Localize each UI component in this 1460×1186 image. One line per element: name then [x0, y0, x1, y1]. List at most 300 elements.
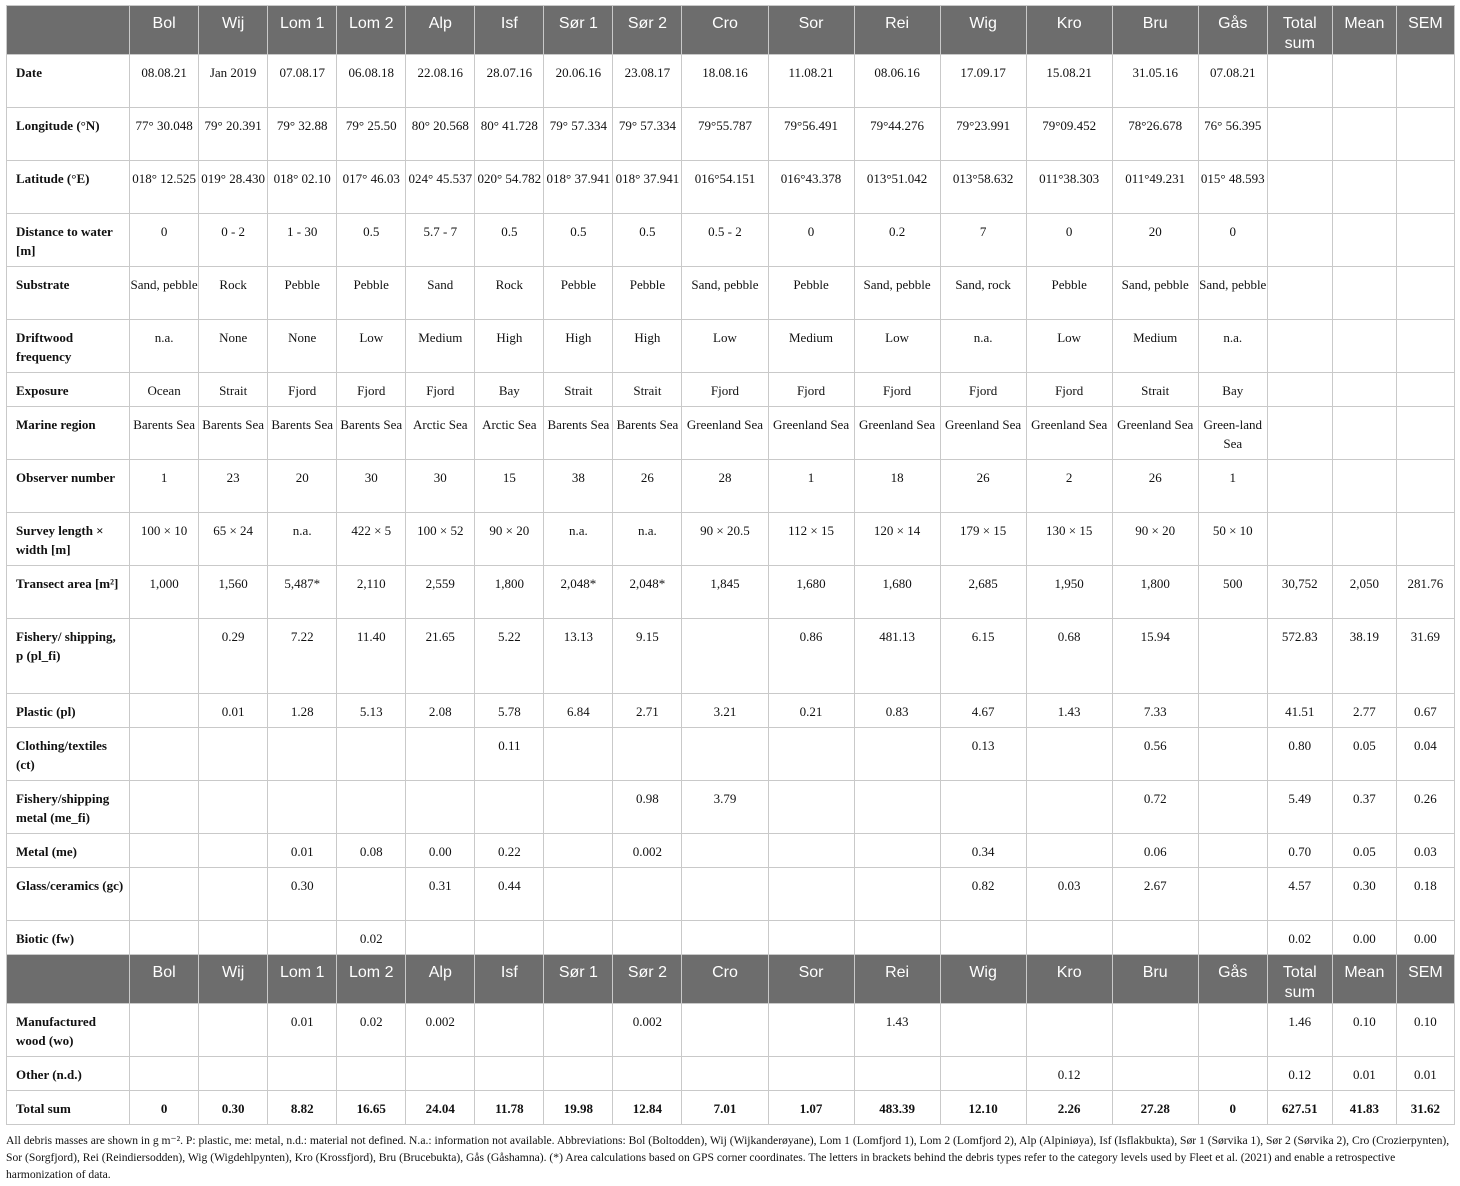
row-label: Marine region	[7, 407, 130, 460]
table-cell: 0.86	[768, 619, 854, 694]
header-corner-cell	[7, 955, 130, 1004]
table-cell: Strait	[199, 373, 268, 407]
table-row	[7, 108, 1455, 161]
table-cell	[1332, 161, 1396, 214]
table-cell	[1332, 407, 1396, 460]
table-cell	[1198, 1004, 1267, 1057]
table-cell	[682, 1004, 768, 1057]
table-cell: 013°51.042	[854, 161, 940, 214]
table-cell: Sand, pebble	[1112, 267, 1198, 320]
column-header: Sor	[768, 955, 854, 1004]
table-cell: Pebble	[268, 267, 337, 320]
table-cell	[1396, 373, 1454, 407]
table-cell: 26	[1112, 460, 1198, 513]
table-cell	[130, 1004, 199, 1057]
table-cell: 15.94	[1112, 619, 1198, 694]
table-cell: 0.05	[1332, 834, 1396, 868]
table-cell: Greenland Sea	[682, 407, 768, 460]
table-cell: 0.70	[1267, 834, 1332, 868]
table-cell	[1026, 1004, 1112, 1057]
table-cell	[1267, 267, 1332, 320]
table-cell: 1.28	[268, 694, 337, 728]
table-cell: 3.21	[682, 694, 768, 728]
table-cell: 5.78	[475, 694, 544, 728]
table-cell: 19.98	[544, 1091, 613, 1125]
column-header: Sor	[768, 6, 854, 55]
table-cell	[854, 781, 940, 834]
table-cell: 0	[1198, 214, 1267, 267]
table-cell: 2,050	[1332, 566, 1396, 619]
table-cell: 0.01	[268, 1004, 337, 1057]
table-cell: 1 - 30	[268, 214, 337, 267]
table-cell: 26	[940, 460, 1026, 513]
table-body	[7, 6, 1455, 1125]
table-cell: Barents Sea	[613, 407, 682, 460]
table-cell: 11.40	[337, 619, 406, 694]
table-cell	[1396, 161, 1454, 214]
table-cell: 2,048*	[544, 566, 613, 619]
table-cell	[1198, 868, 1267, 921]
table-cell: 0.01	[1396, 1057, 1454, 1091]
table-cell	[268, 728, 337, 781]
table-cell: 2,048*	[613, 566, 682, 619]
table-cell	[544, 781, 613, 834]
table-cell: 0.05	[1332, 728, 1396, 781]
table-cell	[1396, 513, 1454, 566]
row-label: Clothing/textiles (ct)	[7, 728, 130, 781]
table-cell	[1396, 407, 1454, 460]
row-label: Glass/ceramics (gc)	[7, 868, 130, 921]
table-cell: 28	[682, 460, 768, 513]
row-label: Plastic (pl)	[7, 694, 130, 728]
table-cell: 018° 12.525	[130, 161, 199, 214]
table-cell	[1396, 460, 1454, 513]
table-cell: 281.76	[1396, 566, 1454, 619]
column-header: Gås	[1198, 955, 1267, 1004]
table-cell	[768, 1057, 854, 1091]
table-row	[7, 694, 1455, 728]
table-cell: 79°55.787	[682, 108, 768, 161]
column-header: SEM	[1396, 6, 1454, 55]
column-header: Wij	[199, 955, 268, 1004]
table-cell: 0	[130, 214, 199, 267]
table-cell: n.a.	[1198, 320, 1267, 373]
table-cell: 2.08	[406, 694, 475, 728]
table-cell: Low	[854, 320, 940, 373]
table-cell: 0	[768, 214, 854, 267]
table-row	[7, 728, 1455, 781]
table-cell: 0.12	[1026, 1057, 1112, 1091]
table-cell: Bay	[1198, 373, 1267, 407]
table-cell: Pebble	[1026, 267, 1112, 320]
table-cell: Green-land Sea	[1198, 407, 1267, 460]
table-cell: Fjord	[682, 373, 768, 407]
table-cell: Fjord	[854, 373, 940, 407]
table-cell	[475, 1057, 544, 1091]
table-cell: Greenland Sea	[854, 407, 940, 460]
table-cell	[130, 868, 199, 921]
table-cell: 0.10	[1332, 1004, 1396, 1057]
table-cell	[130, 619, 199, 694]
table-row	[7, 214, 1455, 267]
table-cell	[130, 921, 199, 955]
table-cell: 1.43	[854, 1004, 940, 1057]
table-row	[7, 407, 1455, 460]
table-cell: Pebble	[768, 267, 854, 320]
table-cell: High	[544, 320, 613, 373]
table-cell: 0 - 2	[199, 214, 268, 267]
table-cell: 0.30	[1332, 868, 1396, 921]
table-cell: 7.01	[682, 1091, 768, 1125]
table-cell	[768, 868, 854, 921]
column-header: Lom 2	[337, 6, 406, 55]
table-cell: 481.13	[854, 619, 940, 694]
table-cell: 26	[613, 460, 682, 513]
table-cell: n.a.	[130, 320, 199, 373]
column-header: Mean	[1332, 6, 1396, 55]
table-cell	[768, 781, 854, 834]
table-cell	[940, 781, 1026, 834]
table-cell: 20	[1112, 214, 1198, 267]
table-cell: 11.08.21	[768, 55, 854, 108]
table-cell: 0.68	[1026, 619, 1112, 694]
table-cell	[1332, 513, 1396, 566]
table-cell	[613, 868, 682, 921]
table-cell: Low	[682, 320, 768, 373]
table-cell: 1,845	[682, 566, 768, 619]
row-label: Metal (me)	[7, 834, 130, 868]
table-cell: 4.67	[940, 694, 1026, 728]
table-cell	[544, 1004, 613, 1057]
header-row	[7, 6, 1455, 55]
table-cell	[1112, 1004, 1198, 1057]
table-cell: 0	[1198, 1091, 1267, 1125]
table-row	[7, 161, 1455, 214]
table-cell: 7	[940, 214, 1026, 267]
table-cell: 38.19	[1332, 619, 1396, 694]
table-cell: Low	[337, 320, 406, 373]
column-header: Lom 1	[268, 6, 337, 55]
table-cell: 120 × 14	[854, 513, 940, 566]
table-row	[7, 1057, 1455, 1091]
table-cell: 16.65	[337, 1091, 406, 1125]
table-cell: 0.01	[1332, 1057, 1396, 1091]
table-cell: Rock	[475, 267, 544, 320]
table-cell: 2.26	[1026, 1091, 1112, 1125]
table-cell: 07.08.17	[268, 55, 337, 108]
table-cell: 0.67	[1396, 694, 1454, 728]
table-cell: 0.44	[475, 868, 544, 921]
table-cell	[1332, 373, 1396, 407]
table-cell: Fjord	[1026, 373, 1112, 407]
table-cell	[199, 728, 268, 781]
table-cell: Pebble	[337, 267, 406, 320]
row-label: Transect area [m²]	[7, 566, 130, 619]
table-cell: 1.07	[768, 1091, 854, 1125]
row-label: Biotic (fw)	[7, 921, 130, 955]
table-cell	[768, 1004, 854, 1057]
table-cell: 0.002	[613, 1004, 682, 1057]
column-header: Mean	[1332, 955, 1396, 1004]
table-cell	[1332, 55, 1396, 108]
table-cell: 6.15	[940, 619, 1026, 694]
table-cell: 12.84	[613, 1091, 682, 1125]
table-cell	[475, 921, 544, 955]
table-cell	[337, 728, 406, 781]
table-row	[7, 267, 1455, 320]
table-cell	[544, 868, 613, 921]
table-cell: 2,110	[337, 566, 406, 619]
column-header: SEM	[1396, 955, 1454, 1004]
table-cell: 30	[406, 460, 475, 513]
table-cell	[854, 834, 940, 868]
table-cell	[268, 781, 337, 834]
table-cell	[130, 834, 199, 868]
table-cell: 76° 56.395	[1198, 108, 1267, 161]
table-cell	[613, 728, 682, 781]
table-cell	[337, 1057, 406, 1091]
table-cell: Ocean	[130, 373, 199, 407]
table-cell: Fjord	[337, 373, 406, 407]
table-cell: 78°26.678	[1112, 108, 1198, 161]
table-cell: 0.02	[337, 1004, 406, 1057]
table-cell: 0.31	[406, 868, 475, 921]
column-header: Isf	[475, 955, 544, 1004]
table-cell: Sand	[406, 267, 475, 320]
table-cell: High	[475, 320, 544, 373]
table-cell	[1267, 320, 1332, 373]
table-cell	[1332, 214, 1396, 267]
table-cell: 08.06.16	[854, 55, 940, 108]
table-cell: 018° 37.941	[613, 161, 682, 214]
table-cell	[268, 921, 337, 955]
table-cell	[337, 868, 406, 921]
row-label: Survey length × width [m]	[7, 513, 130, 566]
table-cell	[854, 728, 940, 781]
table-cell: Rock	[199, 267, 268, 320]
table-cell: 79°56.491	[768, 108, 854, 161]
data-table-container	[6, 5, 1455, 1125]
table-cell: 1,000	[130, 566, 199, 619]
table-cell: 5.22	[475, 619, 544, 694]
table-cell: Greenland Sea	[1112, 407, 1198, 460]
table-cell	[940, 1057, 1026, 1091]
table-row	[7, 55, 1455, 108]
table-cell: 79° 25.50	[337, 108, 406, 161]
table-cell: 013°58.632	[940, 161, 1026, 214]
table-row	[7, 619, 1455, 694]
table-cell	[1198, 728, 1267, 781]
table-cell: 4.57	[1267, 868, 1332, 921]
table-cell	[768, 921, 854, 955]
table-cell	[1267, 108, 1332, 161]
table-cell: 5.49	[1267, 781, 1332, 834]
table-cell: 17.09.17	[940, 55, 1026, 108]
table-cell: 77° 30.048	[130, 108, 199, 161]
table-cell: Arctic Sea	[475, 407, 544, 460]
table-cell: Sand, pebble	[682, 267, 768, 320]
table-cell	[544, 728, 613, 781]
table-row	[7, 781, 1455, 834]
table-cell: 79° 57.334	[613, 108, 682, 161]
table-cell: 50 × 10	[1198, 513, 1267, 566]
table-cell: 1	[1198, 460, 1267, 513]
table-cell	[1396, 267, 1454, 320]
table-cell: 41.83	[1332, 1091, 1396, 1125]
column-header: Rei	[854, 6, 940, 55]
table-cell	[544, 1057, 613, 1091]
column-header: Sør 2	[613, 6, 682, 55]
table-cell: Fjord	[268, 373, 337, 407]
table-cell: 41.51	[1267, 694, 1332, 728]
table-cell: 0.98	[613, 781, 682, 834]
table-cell: 100 × 10	[130, 513, 199, 566]
table-cell: 500	[1198, 566, 1267, 619]
table-cell: 12.10	[940, 1091, 1026, 1125]
table-cell: 0.12	[1267, 1057, 1332, 1091]
table-cell: 015° 48.593	[1198, 161, 1267, 214]
table-cell: 0.18	[1396, 868, 1454, 921]
row-label: Date	[7, 55, 130, 108]
table-cell: 31.05.16	[1112, 55, 1198, 108]
table-cell: 31.62	[1396, 1091, 1454, 1125]
table-cell: 1,950	[1026, 566, 1112, 619]
table-cell	[1396, 320, 1454, 373]
table-cell: 1,800	[475, 566, 544, 619]
column-header: Sør 2	[613, 955, 682, 1004]
table-cell: 9.15	[613, 619, 682, 694]
table-footnote: All debris masses are shown in g m⁻². P: plastic, me: metal, n.d.: material not defined. N.a.: information not available. Abbreviations: Bol (Boltodden), Wij (Wijkanderøyane), Lom 1 (Lomfjord 1), Lom 2 (Lomfjord 2), Alp (Alpiniøya), Isf (Isflakbukta), Sør 1 (Sørvika 1), Sør 2 (Sørvika 2), Cro (Crozierpynten), Sor (Sorgfjord), Rei (Reindiersodden), Wig (Wigdehlpynten), Kro (Krossfjord), Bru (Brucebukta), Gås (Gåshamna). (*) Area calculations based on GPS corner coordinates. The letters in brackets behind the debris types refer to the category levels used by Fleet et al. (2021) and enable a retrospective harmonization of data.	[6, 1134, 1450, 1181]
column-header: Lom 1	[268, 955, 337, 1004]
table-cell	[199, 834, 268, 868]
table-cell	[406, 781, 475, 834]
table-row	[7, 1004, 1455, 1057]
table-cell: 179 × 15	[940, 513, 1026, 566]
table-cell: 15.08.21	[1026, 55, 1112, 108]
table-cell: 0.5	[475, 214, 544, 267]
table-cell: 22.08.16	[406, 55, 475, 108]
table-cell	[682, 728, 768, 781]
table-cell: 5,487*	[268, 566, 337, 619]
table-cell	[1112, 921, 1198, 955]
table-cell	[1267, 407, 1332, 460]
column-header: Sør 1	[544, 6, 613, 55]
table-cell	[940, 1004, 1026, 1057]
table-cell: 24.04	[406, 1091, 475, 1125]
table-cell	[613, 921, 682, 955]
table-cell: 08.08.21	[130, 55, 199, 108]
table-cell: 3.79	[682, 781, 768, 834]
table-cell: 23.08.17	[613, 55, 682, 108]
table-cell: 18.08.16	[682, 55, 768, 108]
table-cell	[854, 921, 940, 955]
table-cell: Low	[1026, 320, 1112, 373]
table-cell: Barents Sea	[337, 407, 406, 460]
column-header: Kro	[1026, 6, 1112, 55]
column-header: Sør 1	[544, 955, 613, 1004]
table-cell: 79° 20.391	[199, 108, 268, 161]
table-cell: 0.30	[199, 1091, 268, 1125]
table-cell: Medium	[406, 320, 475, 373]
table-cell: 2,685	[940, 566, 1026, 619]
table-cell: Barents Sea	[130, 407, 199, 460]
table-cell: 0.01	[268, 834, 337, 868]
table-cell	[682, 921, 768, 955]
table-cell: 627.51	[1267, 1091, 1332, 1125]
table-cell	[1267, 55, 1332, 108]
column-header: Bru	[1112, 955, 1198, 1004]
table-cell: 1,560	[199, 566, 268, 619]
table-cell	[1026, 921, 1112, 955]
table-cell: 0.5	[337, 214, 406, 267]
table-cell	[1396, 55, 1454, 108]
table-cell: Barents Sea	[199, 407, 268, 460]
table-cell	[768, 834, 854, 868]
table-cell: 0.11	[475, 728, 544, 781]
table-cell: 79° 57.334	[544, 108, 613, 161]
table-cell: 13.13	[544, 619, 613, 694]
table-cell	[1396, 214, 1454, 267]
column-header: Bol	[130, 955, 199, 1004]
table-cell: 018° 37.941	[544, 161, 613, 214]
table-cell	[1198, 619, 1267, 694]
table-cell: 1,680	[854, 566, 940, 619]
table-cell: None	[199, 320, 268, 373]
table-row	[7, 513, 1455, 566]
table-cell	[1332, 108, 1396, 161]
table-row	[7, 921, 1455, 955]
table-cell: 2.67	[1112, 868, 1198, 921]
table-cell: 024° 45.537	[406, 161, 475, 214]
table-cell: 017° 46.03	[337, 161, 406, 214]
table-cell: 0.2	[854, 214, 940, 267]
column-header: Total sum	[1267, 6, 1332, 55]
table-cell: 0.002	[613, 834, 682, 868]
table-cell: 2	[1026, 460, 1112, 513]
table-cell: 0.02	[337, 921, 406, 955]
row-label: Fishery/shipping metal (me_fi)	[7, 781, 130, 834]
table-cell: 0.72	[1112, 781, 1198, 834]
table-cell: 79°44.276	[854, 108, 940, 161]
table-cell: Bay	[475, 373, 544, 407]
column-header: Wig	[940, 955, 1026, 1004]
table-cell: 90 × 20	[1112, 513, 1198, 566]
table-cell: Strait	[544, 373, 613, 407]
table-cell: Greenland Sea	[1026, 407, 1112, 460]
table-cell: 100 × 52	[406, 513, 475, 566]
table-cell: 18	[854, 460, 940, 513]
table-cell: 130 × 15	[1026, 513, 1112, 566]
table-cell: Sand, pebble	[854, 267, 940, 320]
table-cell	[130, 1057, 199, 1091]
table-cell: n.a.	[940, 320, 1026, 373]
table-cell	[1267, 373, 1332, 407]
table-cell: 0.21	[768, 694, 854, 728]
row-label: Exposure	[7, 373, 130, 407]
table-cell: 019° 28.430	[199, 161, 268, 214]
table-cell: 0	[1026, 214, 1112, 267]
table-cell: 0.00	[1332, 921, 1396, 955]
row-label: Manufactured wood (wo)	[7, 1004, 130, 1057]
table-cell	[682, 868, 768, 921]
table-cell: 016°54.151	[682, 161, 768, 214]
table-cell: 011°38.303	[1026, 161, 1112, 214]
table-cell: 0.5	[544, 214, 613, 267]
header-corner-cell	[7, 6, 130, 55]
table-cell: 1.46	[1267, 1004, 1332, 1057]
table-cell	[1198, 1057, 1267, 1091]
table-cell	[199, 921, 268, 955]
